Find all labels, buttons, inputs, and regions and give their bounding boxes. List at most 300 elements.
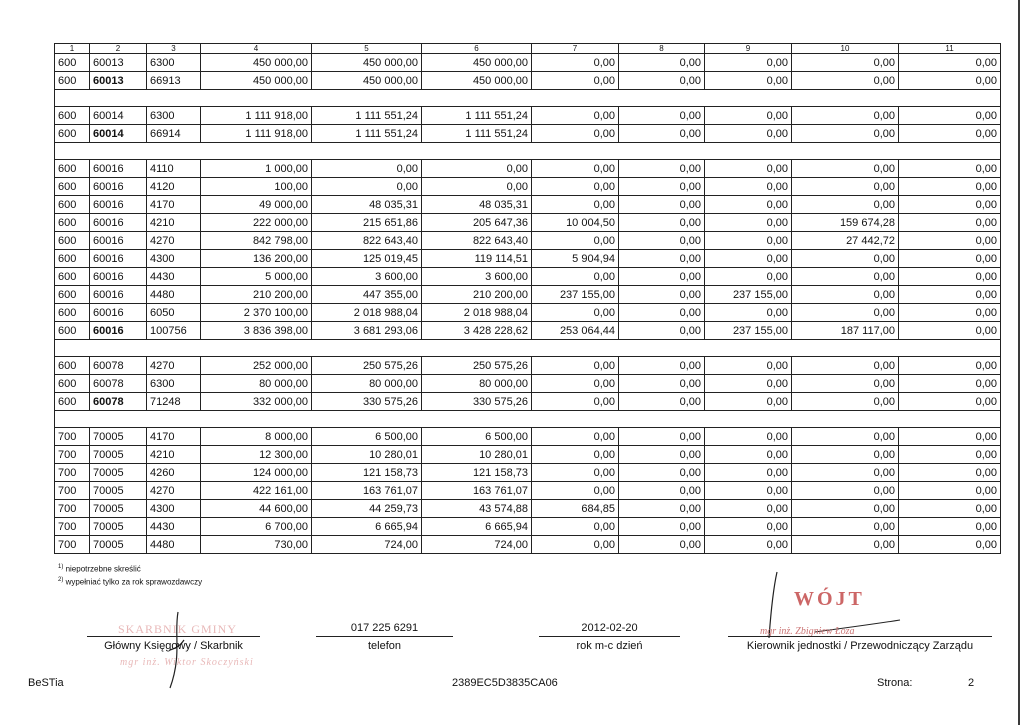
table-cell: 600 xyxy=(55,250,90,268)
table-cell: 822 643,40 xyxy=(312,232,422,250)
table-cell: 3 600,00 xyxy=(312,268,422,286)
table-cell: 0,00 xyxy=(532,178,619,196)
table-row xyxy=(55,196,1001,214)
table-row xyxy=(55,160,1001,178)
table-cell: 1 000,00 xyxy=(201,160,312,178)
table-cell: 0,00 xyxy=(792,250,899,268)
table-cell: 0,00 xyxy=(705,393,792,411)
table-cell: 1 111 551,24 xyxy=(422,107,532,125)
table-cell: 0,00 xyxy=(792,196,899,214)
table-cell: 0,00 xyxy=(899,536,1001,554)
table-cell: 0,00 xyxy=(705,268,792,286)
table-cell: 0,00 xyxy=(619,446,705,464)
table-cell: 0,00 xyxy=(532,446,619,464)
table-cell: 0,00 xyxy=(705,304,792,322)
footnote-2: $^{2)}$ wypełniać tylko za rok sprawozdawczy xyxy=(58,576,203,587)
table-cell: 0,00 xyxy=(792,536,899,554)
table-cell: 8 000,00 xyxy=(201,428,312,446)
table-cell: 842 798,00 xyxy=(201,232,312,250)
table-cell: 0,00 xyxy=(792,160,899,178)
table-cell: 43 574,88 xyxy=(422,500,532,518)
date-value: 2012-02-20 xyxy=(581,622,638,634)
head-label: Kierownik jednostki / Przewodniczący Zarządu xyxy=(746,640,974,652)
table-cell: 6050 xyxy=(147,304,201,322)
accountant-stamp-name: mgr inż. Wiktor Skoczyński xyxy=(120,657,254,668)
table-cell: 4270 xyxy=(147,482,201,500)
table-cell: 450 000,00 xyxy=(422,54,532,72)
table-cell: 0,00 xyxy=(792,482,899,500)
table-cell: 0,00 xyxy=(619,232,705,250)
table-cell: 0,00 xyxy=(532,393,619,411)
table-cell: 70005 xyxy=(90,464,147,482)
table-cell: 0,00 xyxy=(619,375,705,393)
table-cell: 600 xyxy=(55,125,90,143)
page-number: 2 xyxy=(968,677,975,689)
table-cell: 0,00 xyxy=(619,322,705,340)
accountant-signature-block xyxy=(87,622,260,652)
group-separator xyxy=(55,143,1001,160)
table-row xyxy=(55,72,1001,90)
table-cell: 0,00 xyxy=(532,464,619,482)
table-cell: 70005 xyxy=(90,536,147,554)
table-cell: 253 064,44 xyxy=(532,322,619,340)
table-cell: 700 xyxy=(55,518,90,536)
table-cell: 124 000,00 xyxy=(201,464,312,482)
table-cell: 700 xyxy=(55,428,90,446)
table-cell: 60016 xyxy=(90,322,147,340)
table-cell: 1 111 551,24 xyxy=(422,125,532,143)
table-cell: 70005 xyxy=(90,518,147,536)
table-cell: 700 xyxy=(55,500,90,518)
table-cell: 210 200,00 xyxy=(201,286,312,304)
table-cell: 0,00 xyxy=(899,357,1001,375)
table-cell: 0,00 xyxy=(705,160,792,178)
table-cell: 70005 xyxy=(90,428,147,446)
group-separator xyxy=(55,90,1001,107)
table-cell: 0,00 xyxy=(532,428,619,446)
app-name: BeSTia xyxy=(28,677,64,689)
table-cell: 0,00 xyxy=(705,250,792,268)
table-cell: 724,00 xyxy=(312,536,422,554)
table-cell: 0,00 xyxy=(899,375,1001,393)
table-cell: 0,00 xyxy=(705,500,792,518)
table-cell: 48 035,31 xyxy=(422,196,532,214)
table-cell: 4170 xyxy=(147,196,201,214)
header-cell: 1 xyxy=(55,44,90,54)
table-cell: 210 200,00 xyxy=(422,286,532,304)
table-cell: 0,00 xyxy=(705,518,792,536)
table-cell: 44 600,00 xyxy=(201,500,312,518)
table-cell: 0,00 xyxy=(899,518,1001,536)
table-cell: 237 155,00 xyxy=(532,286,619,304)
table-cell: 422 161,00 xyxy=(201,482,312,500)
table-cell: 10 004,50 xyxy=(532,214,619,232)
table-cell: 1 111 551,24 xyxy=(312,107,422,125)
table-cell: 447 355,00 xyxy=(312,286,422,304)
table-cell: 80 000,00 xyxy=(312,375,422,393)
table-cell: 600 xyxy=(55,196,90,214)
table-row xyxy=(55,304,1001,322)
table-cell: 0,00 xyxy=(312,160,422,178)
header-cell: 9 xyxy=(705,44,792,54)
table-cell: 3 600,00 xyxy=(422,268,532,286)
table-cell: 60014 xyxy=(90,107,147,125)
table-cell: 0,00 xyxy=(899,286,1001,304)
head-stamp: WÓJT xyxy=(794,588,865,610)
table-cell: 0,00 xyxy=(899,107,1001,125)
table-cell: 600 xyxy=(55,286,90,304)
table-cell: 252 000,00 xyxy=(201,357,312,375)
table-cell: 0,00 xyxy=(792,518,899,536)
table-cell: 0,00 xyxy=(899,178,1001,196)
table-cell: 0,00 xyxy=(899,393,1001,411)
table-cell: 600 xyxy=(55,107,90,125)
table-row xyxy=(55,393,1001,411)
table-cell: 60078 xyxy=(90,375,147,393)
table-cell: 0,00 xyxy=(532,375,619,393)
table-row xyxy=(55,500,1001,518)
table-cell: 237 155,00 xyxy=(705,286,792,304)
table-row xyxy=(55,536,1001,554)
table-cell: 700 xyxy=(55,446,90,464)
header-cell: 7 xyxy=(532,44,619,54)
sheet-edge xyxy=(1018,0,1020,725)
table-row xyxy=(55,268,1001,286)
table-cell: 0,00 xyxy=(532,54,619,72)
table-cell: 822 643,40 xyxy=(422,232,532,250)
table-cell: 0,00 xyxy=(532,536,619,554)
table-cell: 0,00 xyxy=(705,375,792,393)
table-cell: 0,00 xyxy=(532,196,619,214)
table-cell: 60013 xyxy=(90,72,147,90)
header-cell: 6 xyxy=(422,44,532,54)
table-cell: 0,00 xyxy=(619,107,705,125)
table-cell: 600 xyxy=(55,232,90,250)
table-cell: 0,00 xyxy=(422,178,532,196)
table-cell: 0,00 xyxy=(619,72,705,90)
header-cell: 2 xyxy=(90,44,147,54)
table-cell: 60016 xyxy=(90,178,147,196)
phone-label: telefon xyxy=(367,640,402,652)
table-row xyxy=(55,322,1001,340)
table-row xyxy=(55,518,1001,536)
table-cell: 0,00 xyxy=(705,357,792,375)
accountant-stamp: SKARBNIK GMINY xyxy=(118,622,238,636)
table-cell: 0,00 xyxy=(532,304,619,322)
table-cell: 0,00 xyxy=(705,72,792,90)
table-cell: 0,00 xyxy=(705,107,792,125)
table-row xyxy=(55,482,1001,500)
table-cell: 60016 xyxy=(90,304,147,322)
table-cell: 49 000,00 xyxy=(201,196,312,214)
table-cell: 136 200,00 xyxy=(201,250,312,268)
table-cell: 48 035,31 xyxy=(312,196,422,214)
header-cell: 4 xyxy=(201,44,312,54)
header-cell: 5 xyxy=(312,44,422,54)
table-cell: 700 xyxy=(55,464,90,482)
table-cell: 2 018 988,04 xyxy=(312,304,422,322)
table-cell: 60014 xyxy=(90,125,147,143)
table-row xyxy=(55,214,1001,232)
table-cell: 60078 xyxy=(90,357,147,375)
table-cell: 0,00 xyxy=(619,250,705,268)
table-cell: 0,00 xyxy=(532,160,619,178)
table-cell: 10 280,01 xyxy=(312,446,422,464)
table-cell: 0,00 xyxy=(792,304,899,322)
header-cell: 11 xyxy=(899,44,1001,54)
table-cell: 0,00 xyxy=(792,286,899,304)
footnote-1: $^{1)}$ niepotrzebne skreślić xyxy=(58,564,141,574)
page-label: Strona: xyxy=(877,677,913,689)
table-cell: 0,00 xyxy=(619,357,705,375)
document-id: 2389EC5D3835CA06 xyxy=(452,677,558,689)
table-cell: 0,00 xyxy=(532,107,619,125)
table-row xyxy=(55,107,1001,125)
table-cell: 0,00 xyxy=(532,518,619,536)
table-cell: 60016 xyxy=(90,232,147,250)
table-cell: 10 280,01 xyxy=(422,446,532,464)
table-cell: 0,00 xyxy=(619,428,705,446)
table-cell: 121 158,73 xyxy=(312,464,422,482)
table-cell: 700 xyxy=(55,536,90,554)
table-cell: 100756 xyxy=(147,322,201,340)
table-cell: 0,00 xyxy=(705,178,792,196)
table-row xyxy=(55,375,1001,393)
table-cell: 1 111 551,24 xyxy=(312,125,422,143)
table-cell: 0,00 xyxy=(792,72,899,90)
table-cell: 600 xyxy=(55,72,90,90)
table-cell: 4110 xyxy=(147,160,201,178)
table-cell: 0,00 xyxy=(705,125,792,143)
table-cell: 3 428 228,62 xyxy=(422,322,532,340)
table-cell: 450 000,00 xyxy=(201,72,312,90)
table-cell: 0,00 xyxy=(899,446,1001,464)
table-cell: 0,00 xyxy=(899,304,1001,322)
phone-value: 017 225 6291 xyxy=(350,622,419,634)
table-cell: 2 370 100,00 xyxy=(201,304,312,322)
table-cell: 600 xyxy=(55,357,90,375)
table-cell: 0,00 xyxy=(792,125,899,143)
table-cell: 0,00 xyxy=(792,268,899,286)
table-cell: 0,00 xyxy=(532,482,619,500)
table-cell: 4480 xyxy=(147,286,201,304)
table-cell: 684,85 xyxy=(532,500,619,518)
budget-table xyxy=(54,43,1001,554)
table-cell: 0,00 xyxy=(619,518,705,536)
table-cell: 0,00 xyxy=(899,72,1001,90)
table-cell: 44 259,73 xyxy=(312,500,422,518)
group-separator xyxy=(55,411,1001,428)
table-cell: 0,00 xyxy=(619,160,705,178)
table-cell: 0,00 xyxy=(792,428,899,446)
table-cell: 0,00 xyxy=(619,482,705,500)
table-cell: 0,00 xyxy=(792,500,899,518)
table-cell: 1 111 918,00 xyxy=(201,125,312,143)
table-cell: 70005 xyxy=(90,500,147,518)
table-cell: 4300 xyxy=(147,500,201,518)
table-cell: 0,00 xyxy=(619,196,705,214)
table-cell: 60016 xyxy=(90,286,147,304)
table-cell: 0,00 xyxy=(422,160,532,178)
table-cell: 0,00 xyxy=(705,482,792,500)
group-separator xyxy=(55,340,1001,357)
table-cell: 450 000,00 xyxy=(422,72,532,90)
table-cell: 0,00 xyxy=(899,464,1001,482)
table-cell: 0,00 xyxy=(792,107,899,125)
date-label: rok m-c dzień xyxy=(576,640,643,652)
table-cell: 66914 xyxy=(147,125,201,143)
table-cell: 0,00 xyxy=(792,393,899,411)
table-cell: 0,00 xyxy=(792,375,899,393)
table-cell: 0,00 xyxy=(899,500,1001,518)
table-cell: 0,00 xyxy=(899,54,1001,72)
header-cell: 10 xyxy=(792,44,899,54)
table-cell: 600 xyxy=(55,304,90,322)
table-cell: 5 904,94 xyxy=(532,250,619,268)
table-cell: 450 000,00 xyxy=(201,54,312,72)
table-cell: 0,00 xyxy=(705,214,792,232)
table-cell: 4480 xyxy=(147,536,201,554)
phone-block xyxy=(316,622,453,652)
table-cell: 6 700,00 xyxy=(201,518,312,536)
table-cell: 125 019,45 xyxy=(312,250,422,268)
table-cell: 0,00 xyxy=(792,178,899,196)
table-cell: 4430 xyxy=(147,518,201,536)
table-cell: 60013 xyxy=(90,54,147,72)
table-cell: 0,00 xyxy=(792,446,899,464)
table-cell: 163 761,07 xyxy=(422,482,532,500)
table-cell: 0,00 xyxy=(899,125,1001,143)
head-signature-block xyxy=(728,622,992,652)
header-row xyxy=(55,44,1001,54)
table-cell: 600 xyxy=(55,178,90,196)
table-cell: 330 575,26 xyxy=(312,393,422,411)
table-cell: 27 442,72 xyxy=(792,232,899,250)
table-cell: 6300 xyxy=(147,375,201,393)
table-row xyxy=(55,178,1001,196)
table-cell: 4270 xyxy=(147,357,201,375)
table-cell: 0,00 xyxy=(899,268,1001,286)
table-row xyxy=(55,428,1001,446)
header-cell: 3 xyxy=(147,44,201,54)
table-cell: 0,00 xyxy=(619,393,705,411)
table-cell: 187 117,00 xyxy=(792,322,899,340)
table-cell: 4210 xyxy=(147,446,201,464)
table-cell: 0,00 xyxy=(899,196,1001,214)
table-row xyxy=(55,446,1001,464)
table-cell: 600 xyxy=(55,393,90,411)
table-cell: 450 000,00 xyxy=(312,54,422,72)
table-cell: 70005 xyxy=(90,446,147,464)
table-cell: 4260 xyxy=(147,464,201,482)
table-cell: 71248 xyxy=(147,393,201,411)
table-cell: 6 500,00 xyxy=(312,428,422,446)
table-cell: 4120 xyxy=(147,178,201,196)
table-cell: 0,00 xyxy=(705,428,792,446)
table-cell: 600 xyxy=(55,160,90,178)
table-cell: 0,00 xyxy=(792,357,899,375)
table-cell: 1 111 918,00 xyxy=(201,107,312,125)
table-cell: 3 681 293,06 xyxy=(312,322,422,340)
table-cell: 0,00 xyxy=(619,464,705,482)
table-cell: 0,00 xyxy=(619,536,705,554)
table-row xyxy=(55,357,1001,375)
accountant-label: Główny Księgowy / Skarbnik xyxy=(104,640,243,652)
table-cell: 0,00 xyxy=(619,125,705,143)
table-cell: 0,00 xyxy=(899,214,1001,232)
table-cell: 0,00 xyxy=(619,178,705,196)
table-cell: 250 575,26 xyxy=(422,357,532,375)
table-cell: 0,00 xyxy=(705,464,792,482)
table-cell: 60016 xyxy=(90,196,147,214)
table-cell: 6 500,00 xyxy=(422,428,532,446)
table-cell: 600 xyxy=(55,268,90,286)
table-cell: 215 651,86 xyxy=(312,214,422,232)
table-cell: 730,00 xyxy=(201,536,312,554)
table-cell: 0,00 xyxy=(705,446,792,464)
table-cell: 5 000,00 xyxy=(201,268,312,286)
table-cell: 0,00 xyxy=(705,196,792,214)
table-cell: 60016 xyxy=(90,268,147,286)
table-row xyxy=(55,250,1001,268)
table-cell: 0,00 xyxy=(619,268,705,286)
table-cell: 121 158,73 xyxy=(422,464,532,482)
table-cell: 0,00 xyxy=(619,54,705,72)
table-cell: 4210 xyxy=(147,214,201,232)
table-cell: 600 xyxy=(55,54,90,72)
table-row xyxy=(55,286,1001,304)
table-cell: 80 000,00 xyxy=(422,375,532,393)
table-cell: 0,00 xyxy=(532,232,619,250)
table-cell: 4430 xyxy=(147,268,201,286)
table-cell: 6300 xyxy=(147,54,201,72)
table-cell: 0,00 xyxy=(532,268,619,286)
date-block xyxy=(539,622,680,652)
table-cell: 450 000,00 xyxy=(312,72,422,90)
table-cell: 250 575,26 xyxy=(312,357,422,375)
table-cell: 0,00 xyxy=(312,178,422,196)
table-cell: 700 xyxy=(55,482,90,500)
table-cell: 0,00 xyxy=(619,500,705,518)
table-cell: 3 836 398,00 xyxy=(201,322,312,340)
table-cell: 6 665,94 xyxy=(312,518,422,536)
table-cell: 0,00 xyxy=(619,286,705,304)
header-cell: 8 xyxy=(619,44,705,54)
table-cell: 0,00 xyxy=(899,160,1001,178)
footnotes xyxy=(58,562,202,587)
table-cell: 4300 xyxy=(147,250,201,268)
table-cell: 0,00 xyxy=(532,125,619,143)
table-cell: 12 300,00 xyxy=(201,446,312,464)
table-cell: 0,00 xyxy=(899,428,1001,446)
table-cell: 0,00 xyxy=(532,357,619,375)
table-cell: 0,00 xyxy=(899,232,1001,250)
table-cell: 0,00 xyxy=(619,304,705,322)
table-cell: 80 000,00 xyxy=(201,375,312,393)
table-cell: 205 647,36 xyxy=(422,214,532,232)
table-cell: 6300 xyxy=(147,107,201,125)
table-row xyxy=(55,125,1001,143)
table-cell: 600 xyxy=(55,375,90,393)
table-row xyxy=(55,54,1001,72)
table-cell: 600 xyxy=(55,322,90,340)
table-cell: 60016 xyxy=(90,250,147,268)
table-cell: 0,00 xyxy=(899,482,1001,500)
table-cell: 60078 xyxy=(90,393,147,411)
table-cell: 0,00 xyxy=(792,54,899,72)
table-cell: 4170 xyxy=(147,428,201,446)
table-cell: 60016 xyxy=(90,214,147,232)
